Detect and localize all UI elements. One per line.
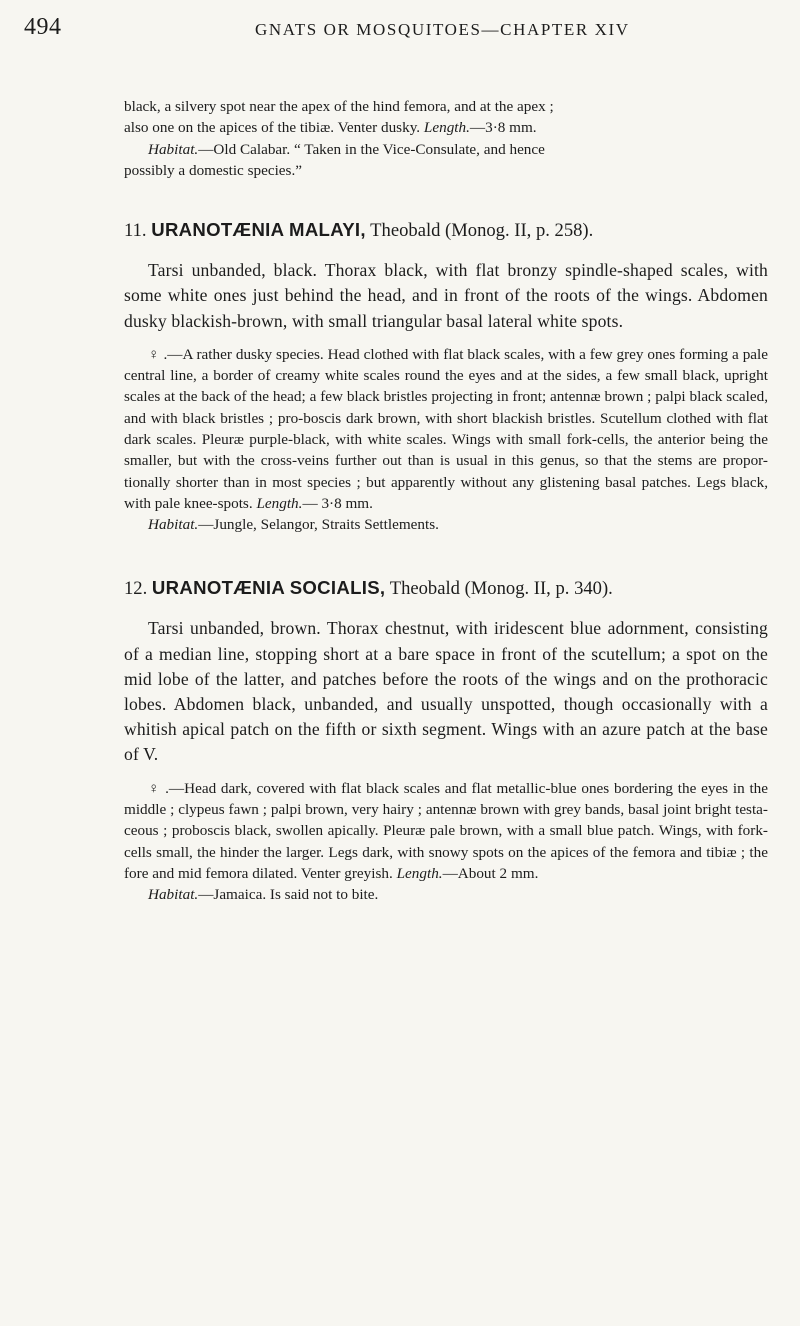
species-description <box>124 778 768 884</box>
species-genus: URANOTÆNIA <box>151 577 286 599</box>
species-epithet: SOCIALIS, <box>289 577 386 599</box>
length-value: — 3·8 mm. <box>302 494 373 512</box>
species-diagnosis: Tarsi unbanded, brown. Thorax chestnut, with iridescent blue adornment, consisting of a median line, stopping short at a bare space in front of the scutellum; a spot on the mid lobe of the latter, and patches before the roots of the wings and on the prothoracic lobes. Abdomen black, unbanded, and usually unspotted, though occasionally with a whitish apical patch on the fifth or sixth segment. Wings with an azure patch at the base of V. <box>124 618 768 765</box>
habitat-label: Habitat. <box>148 886 199 904</box>
length-label: Length. <box>423 119 470 137</box>
description-text: ♀ .—Head dark, covered with flat black scales and flat metallic-blue ones bordering the eyes in the middle ; clypeus fawn ; palpi brown, very hairy ; antennæ brown with grey bands, basal joint bright testa-ceous ; proboscis black, swollen apically. Pleuræ pale brown, with a small blue patch. Wings, with fork-cells small, the hinder the larger. Legs dark, with snowy spots on the apices of the femora and tibiæ ; the fore and mid femora dilated. Venter greyish. <box>124 779 768 882</box>
species-authority: Theobald (Monog. II, p. 258). <box>365 220 594 242</box>
intro-line <box>124 117 768 138</box>
species-number: 11. <box>124 220 147 242</box>
species-heading <box>124 575 768 602</box>
length-value: —3·8 mm. <box>469 119 537 137</box>
continued-paragraph <box>124 96 768 181</box>
running-title: GNATS OR MOSQUITOES—CHAPTER XIV <box>255 20 630 39</box>
page-body <box>124 96 768 905</box>
page-number: 494 <box>24 14 62 40</box>
species-number: 12. <box>124 578 148 600</box>
intro-line: black, a silvery spot near the apex of the hind femora, and at the apex ; <box>124 98 554 115</box>
habitat-line <box>124 514 768 535</box>
length-value: —About 2 mm. <box>442 864 539 882</box>
species-authority: Theobald (Monog. II, p. 340). <box>385 578 613 600</box>
length-label: Length. <box>256 494 303 512</box>
habitat-label: Habitat. <box>148 516 199 534</box>
habitat-text: —Old Calabar. “ Taken in the Vice-Consulate, and hence <box>198 140 545 158</box>
description-text: ♀ .—A rather dusky species. Head clothed with flat black scales, with a few grey ones forming a pale central line, a border of creamy white scales round the eyes and at the sides, a few small black, upright scales at the back of the head; a few black bristles projecting in front; antennæ brown ; palpi black scaled, and with black bristles ; pro-boscis dark brown, with short blackish bristles. Scutellum clothed with flat dark scales. Pleuræ purple-black, with white scales. Wings with small fork-cells, the anterior being the smaller, but with the cross-veins further out than is usual in this genus, so that the stems are propor-tionally shorter than in most species ; but apparently without any glistening basal patches. Legs black, with pale knee-spots. <box>124 345 768 512</box>
species-diagnosis: Tarsi unbanded, black. Thorax black, with flat bronzy spindle-shaped scales, with some white ones just behind the head, and in front of the roots of the wings. Abdomen dusky blackish-brown, with small triangular basal lateral white spots. <box>124 260 768 331</box>
intro-line: possibly a domestic species.” <box>124 161 302 179</box>
species-heading <box>124 217 768 244</box>
species-epithet: MALAYI, <box>289 219 366 241</box>
page-header <box>0 14 800 54</box>
habitat-line <box>124 884 768 905</box>
species-description <box>124 344 768 514</box>
habitat-label: Habitat. <box>148 140 199 158</box>
habitat-value: —Jamaica. Is said not to bite. <box>198 886 379 904</box>
intro-text: also one on the apices of the tibiæ. Venter dusky. <box>124 119 424 137</box>
habitat-value: —Jungle, Selangor, Straits Settlements. <box>198 516 439 534</box>
species-genus: URANOTÆNIA <box>151 219 285 241</box>
length-label: Length. <box>396 864 443 882</box>
habitat-line <box>124 139 768 160</box>
